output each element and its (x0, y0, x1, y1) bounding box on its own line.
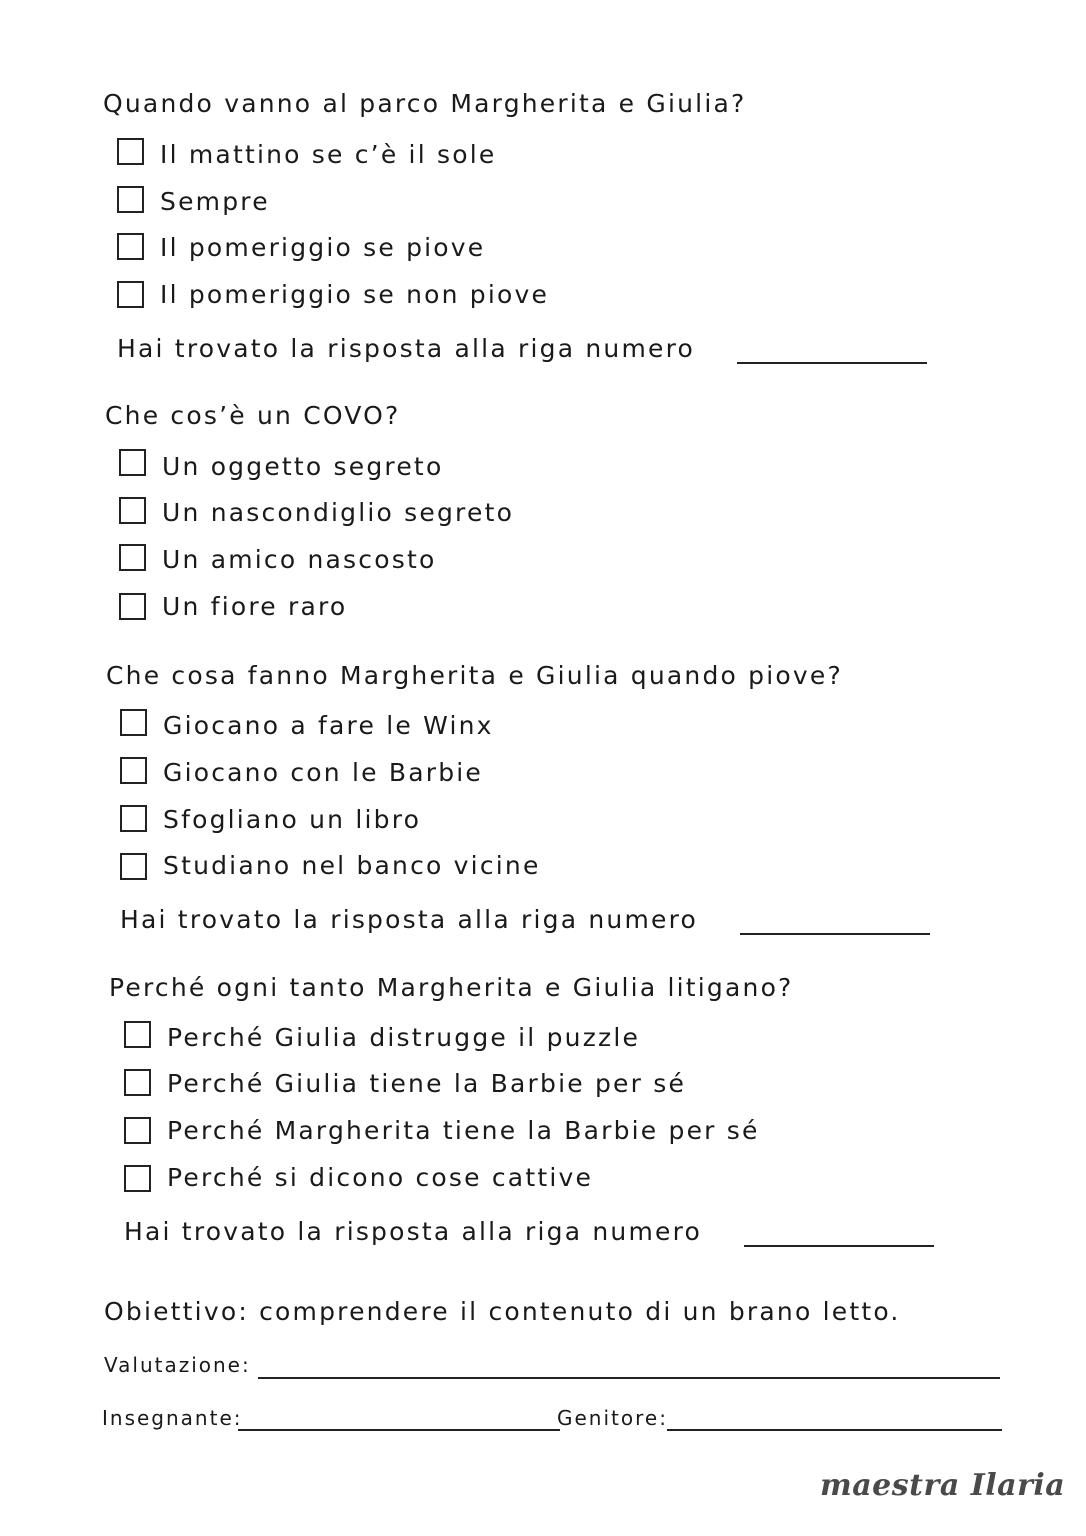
question-4-text: Perché ogni tanto Margherita e Giulia litigano? (109, 973, 794, 1002)
q1-option-2-label: Sempre (160, 187, 270, 216)
q1-option-3-checkbox[interactable] (117, 233, 144, 260)
teacher-line[interactable] (238, 1429, 560, 1431)
q1-option-4-checkbox[interactable] (117, 281, 144, 308)
q1-option-1-checkbox[interactable] (117, 138, 144, 165)
q4-option-4-label: Perché si dicono cose cattive (167, 1163, 594, 1192)
q4-option-4-checkbox[interactable] (124, 1165, 151, 1192)
q3-option-2-checkbox[interactable] (120, 757, 147, 784)
question-2-text: Che cos’è un COVO? (105, 401, 401, 430)
teacher-label: Insegnante: (102, 1406, 243, 1430)
q1-option-1-label: Il mattino se c’è il sole (160, 140, 497, 169)
q1-option-3-label: Il pomeriggio se piove (160, 233, 486, 262)
q1-answer-line[interactable] (737, 362, 927, 364)
q3-option-3-checkbox[interactable] (120, 805, 147, 832)
q2-option-3-label: Un amico nascosto (162, 545, 437, 574)
q2-option-4-label: Un fiore raro (162, 592, 348, 621)
q3-option-4-label: Studiano nel banco vicine (163, 851, 541, 880)
q2-option-2-label: Un nascondiglio segreto (162, 498, 515, 527)
objective-text: Obiettivo: comprendere il contenuto di un brano letto. (104, 1297, 901, 1326)
parent-line[interactable] (667, 1429, 1002, 1431)
q3-option-2-label: Giocano con le Barbie (163, 758, 484, 787)
q2-option-1-label: Un oggetto segreto (162, 452, 444, 481)
q1-line-prompt: Hai trovato la risposta alla riga numero (117, 334, 696, 363)
q2-option-3-checkbox[interactable] (119, 544, 146, 571)
q4-option-2-checkbox[interactable] (124, 1069, 151, 1096)
parent-label: Genitore: (557, 1406, 668, 1430)
q3-option-3-label: Sfogliano un libro (163, 805, 422, 834)
q3-option-1-checkbox[interactable] (120, 709, 147, 736)
q2-option-4-checkbox[interactable] (119, 593, 146, 620)
question-3-text: Che cosa fanno Margherita e Giulia quando piove? (106, 661, 843, 690)
evaluation-label: Valutazione: (104, 1353, 251, 1377)
question-1-text: Quando vanno al parco Margherita e Giulia? (103, 89, 747, 118)
q2-option-2-checkbox[interactable] (119, 497, 146, 524)
q4-line-prompt: Hai trovato la risposta alla riga numero (124, 1217, 703, 1246)
q3-answer-line[interactable] (740, 933, 930, 935)
q4-option-3-label: Perché Margherita tiene la Barbie per sé (167, 1116, 760, 1145)
q4-option-3-checkbox[interactable] (124, 1117, 151, 1144)
q4-option-1-checkbox[interactable] (124, 1021, 151, 1048)
q2-option-1-checkbox[interactable] (119, 449, 146, 476)
q4-option-1-label: Perché Giulia distrugge il puzzle (167, 1023, 641, 1052)
q3-option-1-label: Giocano a fare le Winx (163, 711, 494, 740)
signature-logo: maestra Ilaria (820, 1468, 1066, 1503)
q4-option-2-label: Perché Giulia tiene la Barbie per sé (167, 1069, 687, 1098)
q1-option-2-checkbox[interactable] (117, 186, 144, 213)
q3-line-prompt: Hai trovato la risposta alla riga numero (120, 905, 699, 934)
q1-option-4-label: Il pomeriggio se non piove (160, 280, 550, 309)
q3-option-4-checkbox[interactable] (120, 853, 147, 880)
q4-answer-line[interactable] (744, 1245, 934, 1247)
evaluation-line[interactable] (258, 1377, 1000, 1379)
